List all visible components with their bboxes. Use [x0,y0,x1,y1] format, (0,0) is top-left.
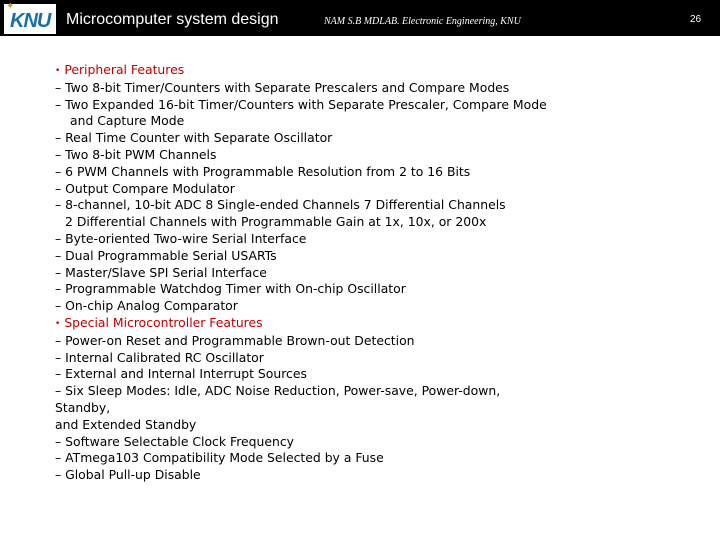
list-item: and Capture Mode [70,113,185,129]
list-item: 2 Differential Channels with Programmable Gain at 1x, 10x, or 200x [65,214,487,230]
header-bar [0,0,720,36]
bullet-icon: • [55,66,61,76]
knu-logo [4,1,56,34]
logo-star-icon: ✦ [6,1,15,12]
list-item: – Dual Programmable Serial USARTs [55,247,277,263]
section-heading-text: Special Microcontroller Features [64,314,263,330]
header-subtitle: NAM S.B MDLAB. Electronic Engineering, KNU [324,16,521,27]
section-heading-text: Peripheral Features [64,62,185,77]
list-item: – External and Internal Interrupt Sources [55,366,307,382]
list-item: – Two 8-bit PWM Channels [55,146,217,162]
list-item: – Two 8-bit Timer/Counters with Separate Prescalers and Compare Modes [55,79,510,95]
page-number: 26 [690,14,702,25]
slide-content [55,62,715,484]
list-item: – 8-channel, 10-bit ADC 8 Single-ended Channels 7 Differential Channels [55,197,506,213]
logo-text: KNU [10,10,51,32]
list-item: – Programmable Watchdog Timer with On-chip Oscillator [55,281,406,297]
list-item: – Software Selectable Clock Frequency [55,433,294,449]
list-item: – On-chip Analog Comparator [55,298,238,314]
list-item: – Two Expanded 16-bit Timer/Counters with Separate Prescaler, Compare Mode [55,96,547,112]
list-item: – Master/Slave SPI Serial Interface [55,264,267,280]
list-item: – ATmega103 Compatibility Mode Selected by a Fuse [55,450,384,466]
list-item: – Byte-oriented Two-wire Serial Interface [55,230,307,246]
section-heading-peripheral [55,62,715,80]
list-item: – Power-on Reset and Programmable Brown-out Detection [55,332,415,348]
list-item: – Real Time Counter with Separate Oscillator [55,130,333,146]
list-item: – Internal Calibrated RC Oscillator [55,349,264,365]
section-heading-special [55,315,715,333]
list-item: and Extended Standby [55,416,197,432]
list-item: Standby, [55,399,111,415]
list-item: – Six Sleep Modes: Idle, ADC Noise Reduction, Power-save, Power-down, [55,383,501,399]
list-item: – Global Pull-up Disable [55,467,201,483]
list-item: – Output Compare Modulator [55,180,235,196]
bullet-icon: • [55,318,61,329]
page-title: Microcomputer system design [66,11,279,28]
list-item: – 6 PWM Channels with Programmable Resolution from 2 to 16 Bits [55,163,471,179]
